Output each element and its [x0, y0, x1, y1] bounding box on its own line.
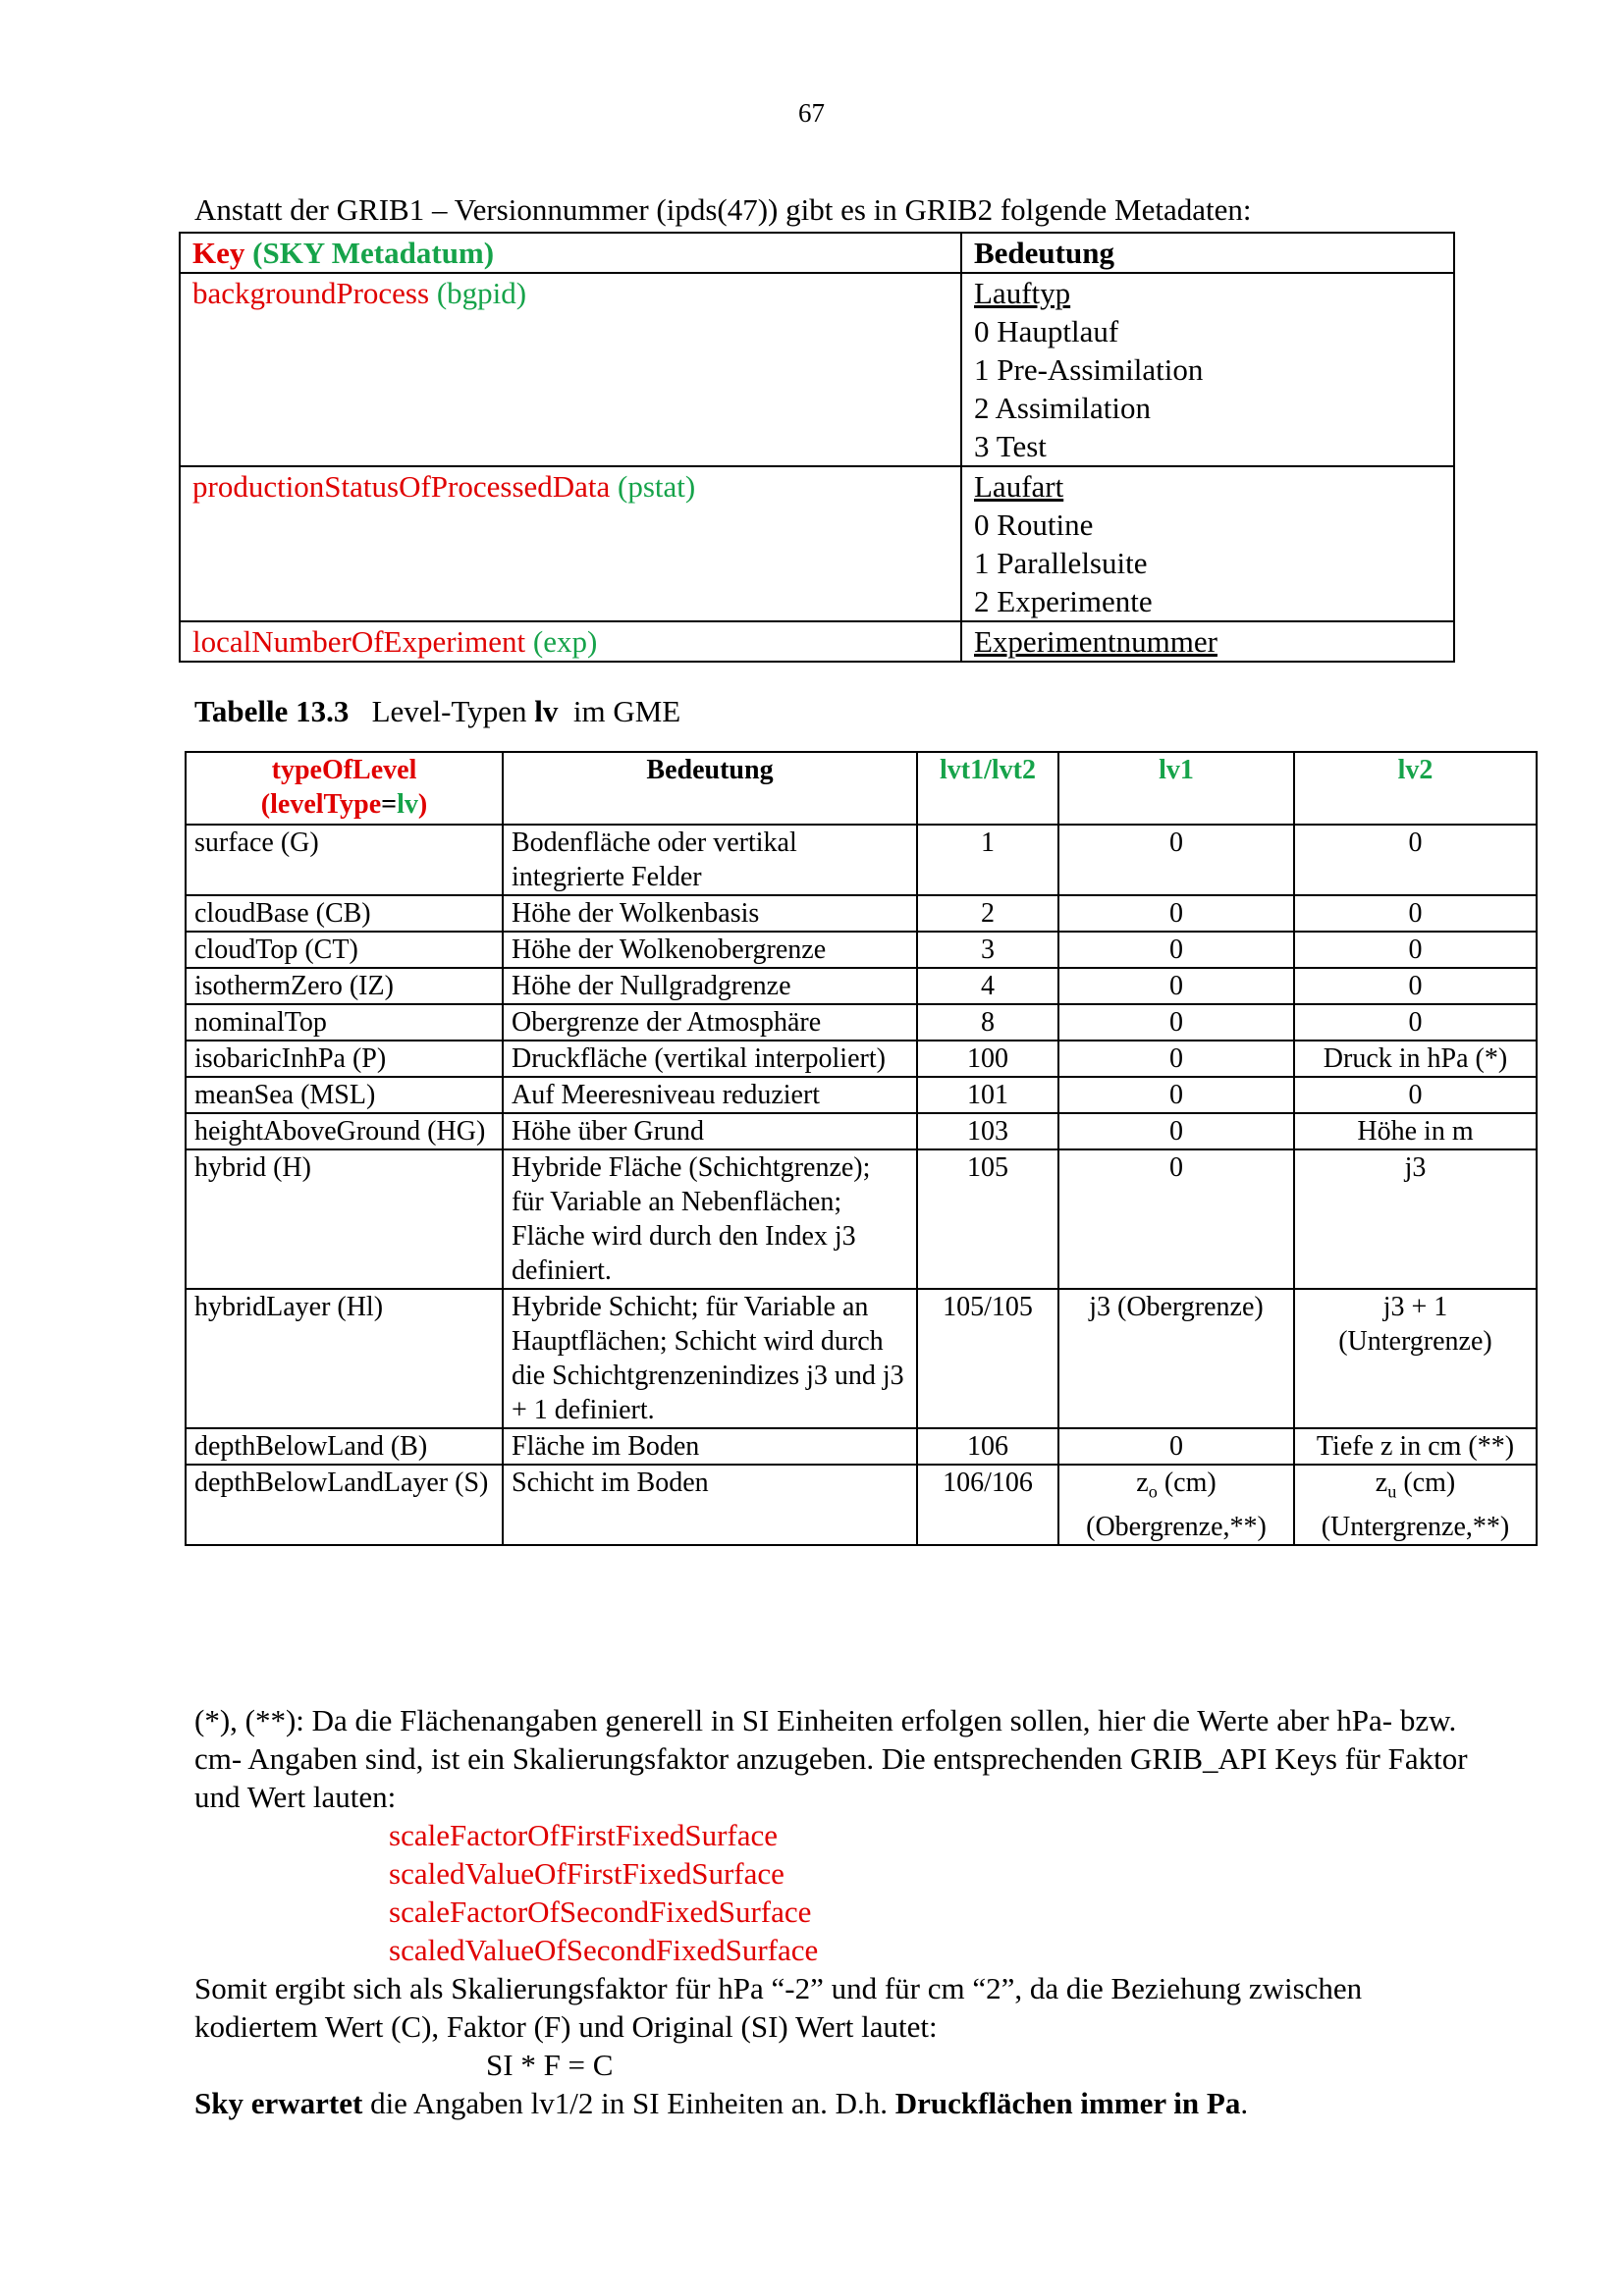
meaning-item: 2 Assimilation: [974, 391, 1151, 425]
type-cell: hybrid (H): [186, 1149, 503, 1289]
meaning-cell: Schicht im Boden: [503, 1465, 917, 1545]
type-cell: heightAboveGround (HG): [186, 1113, 503, 1149]
final-text: die Angaben lv1/2 in SI Einheiten an. D.h.: [362, 2086, 895, 2120]
lv2-var: z: [1375, 1468, 1388, 1498]
meaning-cell: Höhe der Nullgradgrenze: [503, 968, 917, 1004]
final-statement: [194, 2084, 1471, 2122]
level-table-header: [186, 752, 1537, 825]
lv1-cell: 0: [1058, 1149, 1294, 1289]
table-row: [186, 825, 1537, 895]
header-text: typeOfLevel: [271, 755, 417, 785]
lvt-cell: 105: [917, 1149, 1058, 1289]
meaning-item: 1 Pre-Assimilation: [974, 352, 1204, 387]
meaning-cell: Hybride Fläche (Schichtgrenze); für Variable an Nebenflächen; Fläche wird durch den Index j3 definiert.: [503, 1149, 917, 1289]
lv1-cell: [1058, 1465, 1294, 1545]
grib-key: scaledValueOfSecondFixedSurface: [389, 1933, 819, 1967]
type-cell: nominalTop: [186, 1004, 503, 1041]
table-caption: [194, 694, 680, 729]
lv1-unit: (cm): [1163, 1468, 1217, 1498]
meaning-cell: Höhe über Grund: [503, 1113, 917, 1149]
lv1-cell: 0: [1058, 1077, 1294, 1113]
key-header-green: (SKY Metadatum): [252, 236, 495, 270]
table-row: [186, 1149, 1537, 1289]
lvt-cell: 3: [917, 932, 1058, 968]
key-alias: (bgpid): [436, 276, 527, 310]
page-number: 67: [798, 98, 825, 128]
meaning-item: 2 Experimente: [974, 584, 1153, 618]
caption-keyword: lv: [534, 694, 559, 728]
key-alias: (exp): [532, 624, 598, 659]
header-text: lv: [397, 789, 418, 820]
key-header-red: Key: [192, 236, 245, 270]
key-name: localNumberOfExperiment: [192, 624, 526, 659]
lvt-cell: 8: [917, 1004, 1058, 1041]
key-alias: (pstat): [618, 469, 696, 504]
header-text: ): [417, 789, 428, 820]
table-row: [186, 932, 1537, 968]
lvt-cell: 101: [917, 1077, 1058, 1113]
type-cell: isothermZero (IZ): [186, 968, 503, 1004]
meaning-title: Laufart: [974, 469, 1064, 504]
lv2-cell: j3: [1294, 1149, 1537, 1289]
meaning-cell: Druckfläche (vertikal interpoliert): [503, 1041, 917, 1077]
key-name: backgroundProcess: [192, 276, 430, 310]
meaning-cell: [961, 466, 1454, 621]
key-cell: [180, 621, 961, 662]
lv2-cell: Höhe in m: [1294, 1113, 1537, 1149]
lv1-cell: 0: [1058, 1113, 1294, 1149]
meaning-cell: Bodenfläche oder vertikal integrierte Felder: [503, 825, 917, 895]
meaning-cell: Höhe der Wolkenbasis: [503, 895, 917, 932]
lvt-cell: 105/105: [917, 1289, 1058, 1428]
lv2-cell: Druck in hPa (*): [1294, 1041, 1537, 1077]
lv2-cell: 0: [1294, 895, 1537, 932]
type-cell: cloudTop (CT): [186, 932, 503, 968]
type-cell: meanSea (MSL): [186, 1077, 503, 1113]
header-lv1: lv1: [1058, 752, 1294, 825]
lv1-note: (Obergrenze,**): [1086, 1511, 1267, 1542]
table-row: [186, 968, 1537, 1004]
key-cell: [180, 466, 961, 621]
meaning-header: Bedeutung: [961, 233, 1454, 273]
lvt-cell: 4: [917, 968, 1058, 1004]
lv1-cell: 0: [1058, 932, 1294, 968]
footnote-paragraph: (*), (**): Da die Flächenangaben generell in SI Einheiten erfolgen sollen, hier die Werte aber hPa- bzw. cm- Angaben sind, ist ein Skalierungsfaktor anzugeben. Die entsprechenden GRIB_API Keys für Faktor und Wert lauten:: [194, 1703, 1468, 1814]
level-table-body: [186, 825, 1537, 1545]
lv2-note: (Untergrenze,**): [1321, 1511, 1510, 1542]
lv2-unit: (cm): [1403, 1468, 1456, 1498]
type-cell: depthBelowLandLayer (S): [186, 1465, 503, 1545]
meaning-title: Lauftyp: [974, 276, 1071, 310]
lv2-cell: [1294, 1465, 1537, 1545]
lv1-cell: 0: [1058, 1428, 1294, 1465]
type-cell: hybridLayer (Hl): [186, 1289, 503, 1428]
footnote-paragraph: Somit ergibt sich als Skalierungsfaktor für hPa “-2” und für cm “2”, da die Beziehung zwischen kodiertem Wert (C), Faktor (F) und Original (SI) Wert lautet:: [194, 1971, 1363, 2044]
lv1-cell: j3 (Obergrenze): [1058, 1289, 1294, 1428]
final-bold: Sky erwartet: [194, 2086, 363, 2120]
final-text: .: [1240, 2086, 1249, 2120]
lv2-cell: 0: [1294, 825, 1537, 895]
caption-label: Tabelle 13.3: [194, 694, 350, 728]
key-name: productionStatusOfProcessedData: [192, 469, 611, 504]
equation: SI * F = C: [486, 2048, 614, 2082]
final-bold: Druckflächen immer in Pa: [894, 2086, 1241, 2120]
grib-key: scaledValueOfFirstFixedSurface: [389, 1856, 784, 1891]
type-cell: cloudBase (CB): [186, 895, 503, 932]
table-row: [186, 1465, 1537, 1545]
meaning-title: Experimentnummer: [974, 624, 1217, 659]
caption-text-end: im GME: [572, 694, 681, 728]
header-text: (levelType: [260, 789, 382, 820]
lvt-cell: 106/106: [917, 1465, 1058, 1545]
lvt-cell: 103: [917, 1113, 1058, 1149]
lv1-subscript: o: [1148, 1481, 1158, 1502]
table-row: [186, 1041, 1537, 1077]
table-row: [186, 1004, 1537, 1041]
caption-text: Level-Typen: [371, 694, 527, 728]
lv2-subscript: u: [1387, 1481, 1397, 1502]
type-cell: depthBelowLand (B): [186, 1428, 503, 1465]
lvt-cell: 100: [917, 1041, 1058, 1077]
footnote: [194, 1701, 1471, 2122]
table-row: [180, 273, 1454, 466]
meaning-cell: Fläche im Boden: [503, 1428, 917, 1465]
meaning-cell: [961, 621, 1454, 662]
header-lvt: lvt1/lvt2: [917, 752, 1058, 825]
table-row: [180, 466, 1454, 621]
grib-key: scaleFactorOfFirstFixedSurface: [389, 1818, 778, 1852]
meaning-item: 1 Parallelsuite: [974, 546, 1148, 580]
table-row: [186, 1113, 1537, 1149]
key-cell: [180, 273, 961, 466]
intro-text: Anstatt der GRIB1 – Versionnummer (ipds(47)) gibt es in GRIB2 folgende Metadaten:: [194, 192, 1252, 227]
grib-key: scaleFactorOfSecondFixedSurface: [389, 1895, 812, 1929]
meaning-cell: Hybride Schicht; für Variable an Hauptflächen; Schicht wird durch die Schichtgrenzenindizes j3 und j3 + 1 definiert.: [503, 1289, 917, 1428]
lv2-cell: 0: [1294, 1077, 1537, 1113]
lv1-cell: 0: [1058, 1041, 1294, 1077]
level-types-table: [185, 751, 1538, 1546]
meaning-cell: [961, 273, 1454, 466]
meaning-cell: Höhe der Wolkenobergrenze: [503, 932, 917, 968]
meaning-item: 3 Test: [974, 429, 1047, 463]
metadata-table: [179, 232, 1455, 663]
lv2-cell: 0: [1294, 932, 1537, 968]
meaning-item: 0 Routine: [974, 507, 1094, 542]
lv2-cell: j3 + 1 (Untergrenze): [1294, 1289, 1537, 1428]
header-meaning: Bedeutung: [503, 752, 917, 825]
type-cell: surface (G): [186, 825, 503, 895]
meaning-cell: Obergrenze der Atmosphäre: [503, 1004, 917, 1041]
key-header: [180, 233, 961, 273]
header-type-of-level: [186, 752, 503, 825]
header-lv2: lv2: [1294, 752, 1537, 825]
lvt-cell: 106: [917, 1428, 1058, 1465]
meaning-cell: Auf Meeresniveau reduziert: [503, 1077, 917, 1113]
header-text: =: [381, 789, 398, 820]
lv2-cell: Tiefe z in cm (**): [1294, 1428, 1537, 1465]
meaning-item: 0 Hauptlauf: [974, 314, 1119, 348]
lv2-cell: 0: [1294, 968, 1537, 1004]
lv1-cell: 0: [1058, 968, 1294, 1004]
lvt-cell: 2: [917, 895, 1058, 932]
table-row: [186, 1428, 1537, 1465]
lv1-cell: 0: [1058, 1004, 1294, 1041]
lv1-cell: 0: [1058, 825, 1294, 895]
type-cell: isobaricInhPa (P): [186, 1041, 503, 1077]
metadata-table-header: [180, 233, 1454, 273]
lv1-cell: 0: [1058, 895, 1294, 932]
lv2-cell: 0: [1294, 1004, 1537, 1041]
lv1-var: z: [1136, 1468, 1149, 1498]
table-row: [186, 895, 1537, 932]
table-row: [180, 621, 1454, 662]
lvt-cell: 1: [917, 825, 1058, 895]
table-row: [186, 1077, 1537, 1113]
table-row: [186, 1289, 1537, 1428]
